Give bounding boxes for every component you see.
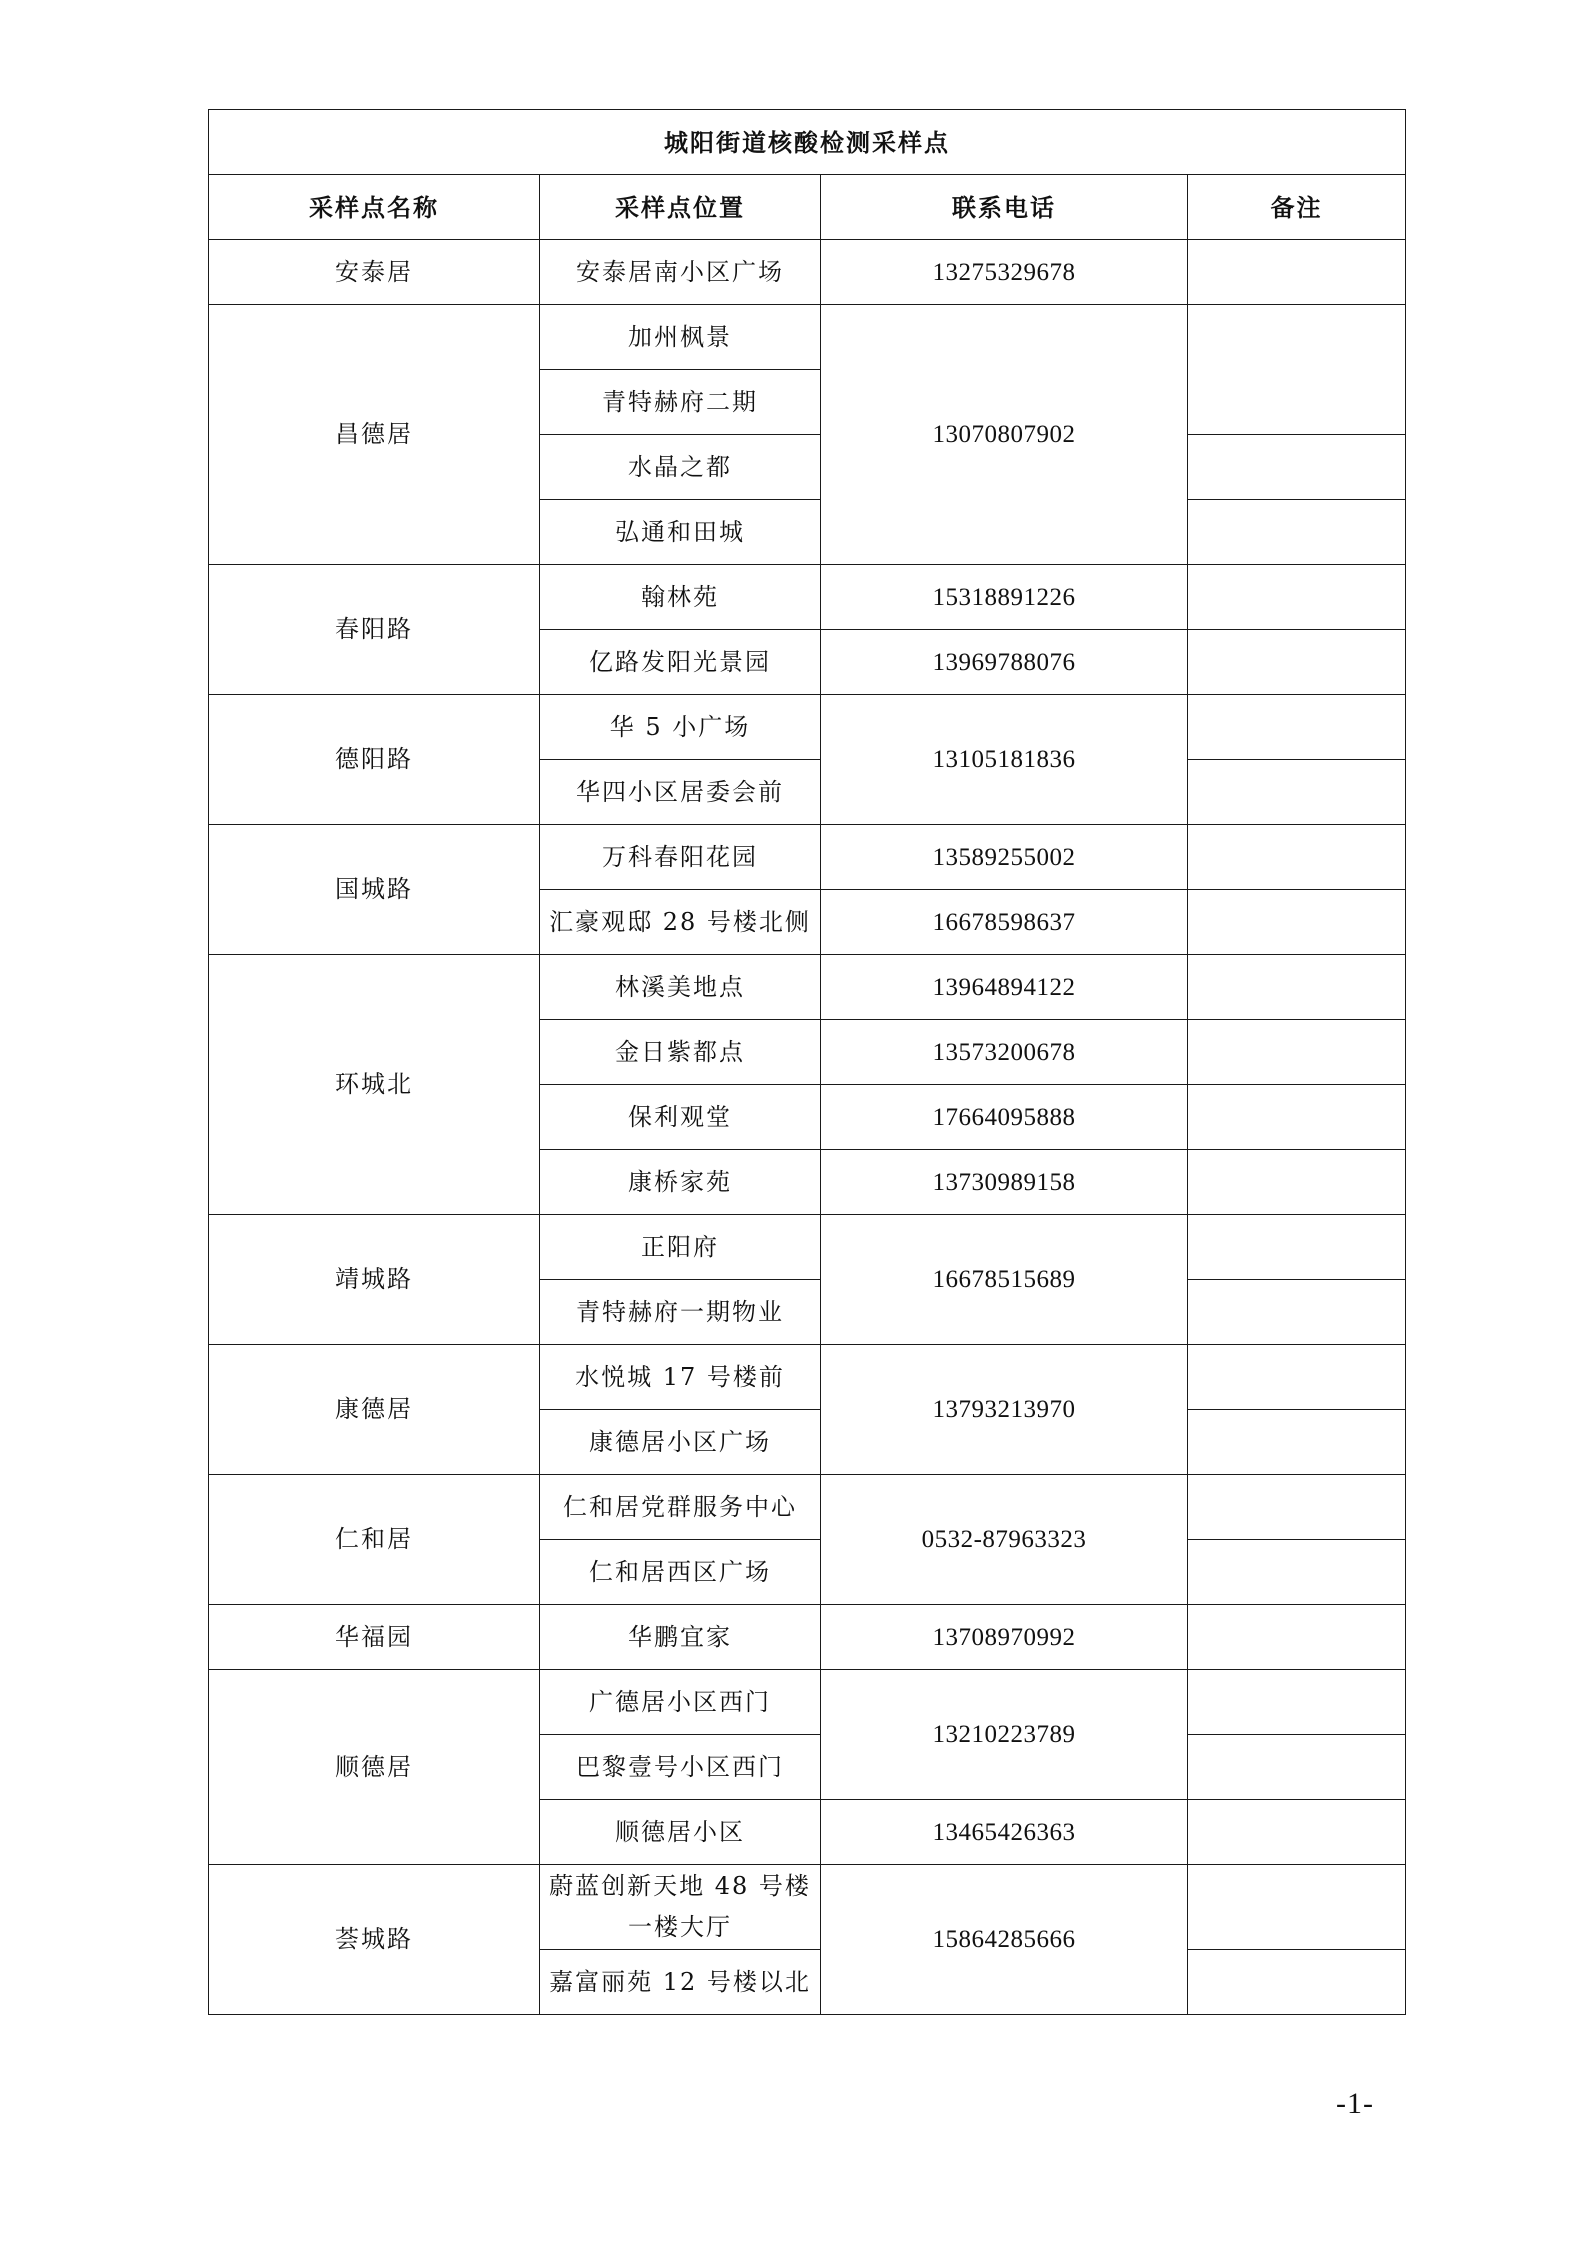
- site-name: 仁和居: [209, 1475, 540, 1605]
- site-note: [1188, 240, 1406, 305]
- site-note: [1188, 1735, 1406, 1800]
- site-name: 靖城路: [209, 1215, 540, 1345]
- table-title: 城阳街道核酸检测采样点: [209, 110, 1406, 175]
- site-phone: 13465426363: [821, 1800, 1188, 1865]
- site-phone: 16678598637: [821, 890, 1188, 955]
- site-phone: 13573200678: [821, 1020, 1188, 1085]
- site-location: 嘉富丽苑 12 号楼以北: [540, 1950, 821, 2015]
- site-note: [1188, 305, 1406, 435]
- site-phone: 13275329678: [821, 240, 1188, 305]
- site-name: 春阳路: [209, 565, 540, 695]
- site-location: 仁和居党群服务中心: [540, 1475, 821, 1540]
- site-note: [1188, 1215, 1406, 1280]
- site-location: 万科春阳花园: [540, 825, 821, 890]
- site-phone: 13964894122: [821, 955, 1188, 1020]
- site-name: 德阳路: [209, 695, 540, 825]
- site-note: [1188, 1150, 1406, 1215]
- site-name: 昌德居: [209, 305, 540, 565]
- site-phone: 15318891226: [821, 565, 1188, 630]
- site-note: [1188, 760, 1406, 825]
- site-location: 林溪美地点: [540, 955, 821, 1020]
- header-note: 备注: [1188, 175, 1406, 240]
- page-number: -1-: [1336, 2087, 1374, 2120]
- site-note: [1188, 1865, 1406, 1950]
- site-location: 华鹏宜家: [540, 1605, 821, 1670]
- header-phone: 联系电话: [821, 175, 1188, 240]
- site-note: [1188, 1475, 1406, 1540]
- site-location: 水悦城 17 号楼前: [540, 1345, 821, 1410]
- header-location: 采样点位置: [540, 175, 821, 240]
- site-note: [1188, 1540, 1406, 1605]
- site-name: 环城北: [209, 955, 540, 1215]
- site-note: [1188, 1800, 1406, 1865]
- site-note: [1188, 1670, 1406, 1735]
- site-note: [1188, 1280, 1406, 1345]
- header-name: 采样点名称: [209, 175, 540, 240]
- site-location: 蔚蓝创新天地 48 号楼一楼大厅: [540, 1865, 821, 1950]
- site-note: [1188, 1950, 1406, 2015]
- site-location: 康德居小区广场: [540, 1410, 821, 1475]
- site-location: 顺德居小区: [540, 1800, 821, 1865]
- site-name: 安泰居: [209, 240, 540, 305]
- site-location: 金日紫都点: [540, 1020, 821, 1085]
- site-location: 正阳府: [540, 1215, 821, 1280]
- site-location: 安泰居南小区广场: [540, 240, 821, 305]
- site-name: 荟城路: [209, 1865, 540, 2015]
- site-note: [1188, 1345, 1406, 1410]
- site-note: [1188, 630, 1406, 695]
- site-location: 广德居小区西门: [540, 1670, 821, 1735]
- site-phone: 16678515689: [821, 1215, 1188, 1345]
- site-phone: 13589255002: [821, 825, 1188, 890]
- site-location: 汇豪观邸 28 号楼北侧: [540, 890, 821, 955]
- site-location: 弘通和田城: [540, 500, 821, 565]
- site-location: 巴黎壹号小区西门: [540, 1735, 821, 1800]
- site-location: 康桥家苑: [540, 1150, 821, 1215]
- site-location: 青特赫府一期物业: [540, 1280, 821, 1345]
- site-name: 国城路: [209, 825, 540, 955]
- site-note: [1188, 695, 1406, 760]
- site-location: 华四小区居委会前: [540, 760, 821, 825]
- site-note: [1188, 955, 1406, 1020]
- site-phone: 13730989158: [821, 1150, 1188, 1215]
- site-location: 水晶之都: [540, 435, 821, 500]
- site-location: 青特赫府二期: [540, 370, 821, 435]
- site-location: 华 5 小广场: [540, 695, 821, 760]
- site-phone: 17664095888: [821, 1085, 1188, 1150]
- site-note: [1188, 500, 1406, 565]
- site-phone: 15864285666: [821, 1865, 1188, 2015]
- site-note: [1188, 890, 1406, 955]
- site-name: 华福园: [209, 1605, 540, 1670]
- site-phone: 13708970992: [821, 1605, 1188, 1670]
- site-phone: 0532-87963323: [821, 1475, 1188, 1605]
- site-location: 翰林苑: [540, 565, 821, 630]
- site-location: 仁和居西区广场: [540, 1540, 821, 1605]
- site-note: [1188, 435, 1406, 500]
- site-note: [1188, 565, 1406, 630]
- site-name: 康德居: [209, 1345, 540, 1475]
- site-note: [1188, 1410, 1406, 1475]
- site-note: [1188, 1085, 1406, 1150]
- sampling-sites-sheet: [208, 109, 1405, 2015]
- site-phone: 13969788076: [821, 630, 1188, 695]
- sampling-sites-table: [208, 109, 1406, 2015]
- site-location: 亿路发阳光景园: [540, 630, 821, 695]
- site-location: 加州枫景: [540, 305, 821, 370]
- site-phone: 13070807902: [821, 305, 1188, 565]
- site-phone: 13793213970: [821, 1345, 1188, 1475]
- site-phone: 13210223789: [821, 1670, 1188, 1800]
- site-location: 保利观堂: [540, 1085, 821, 1150]
- site-note: [1188, 825, 1406, 890]
- site-note: [1188, 1020, 1406, 1085]
- site-phone: 13105181836: [821, 695, 1188, 825]
- site-note: [1188, 1605, 1406, 1670]
- site-name: 顺德居: [209, 1670, 540, 1865]
